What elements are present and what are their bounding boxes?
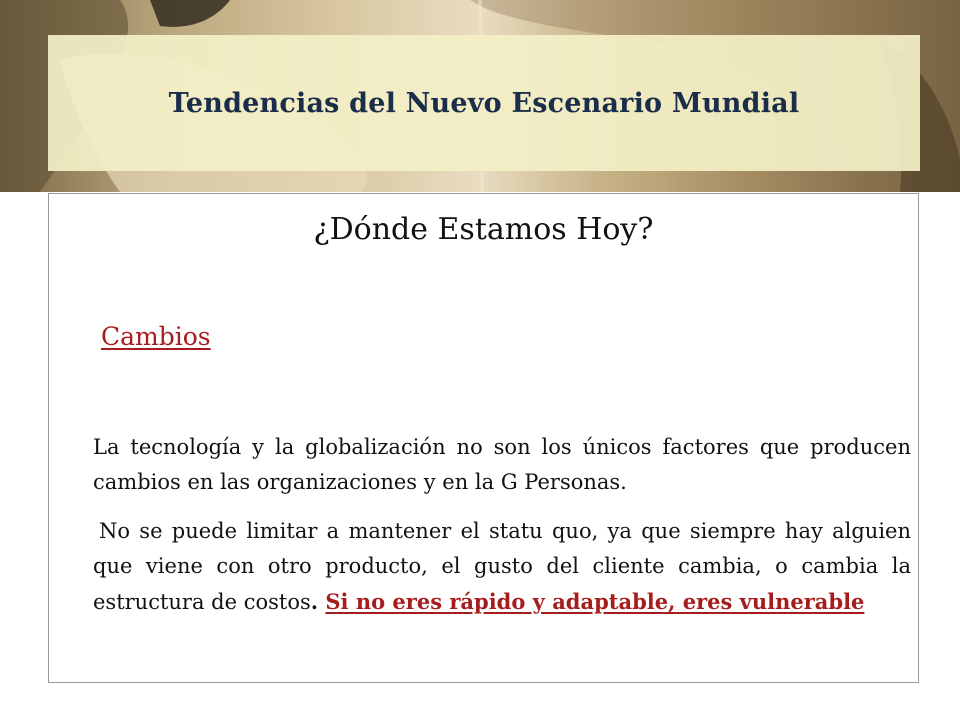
section-heading: Cambios — [101, 322, 211, 351]
paragraph-2-text: No se puede limitar a mantener el statu quo, ya que siempre hay alguien que viene con otro producto, el gusto del cliente cambia, o cambia la estructura de costos — [93, 519, 911, 614]
slide-title: Tendencias del Nuevo Escenario Mundial — [168, 87, 800, 119]
paragraph-1: La tecnología y la globalización no son los únicos factores que producen cambios en las organizaciones y en la G Personas. — [93, 435, 911, 494]
paragraph-2-period: . — [310, 589, 326, 614]
slide-subtitle: ¿Dónde Estamos Hoy? — [313, 212, 654, 247]
paragraph-2 — [93, 514, 911, 620]
content-panel — [48, 193, 919, 683]
paragraph-2-highlight: Si no eres rápido y adaptable, eres vulnerable — [325, 589, 865, 614]
